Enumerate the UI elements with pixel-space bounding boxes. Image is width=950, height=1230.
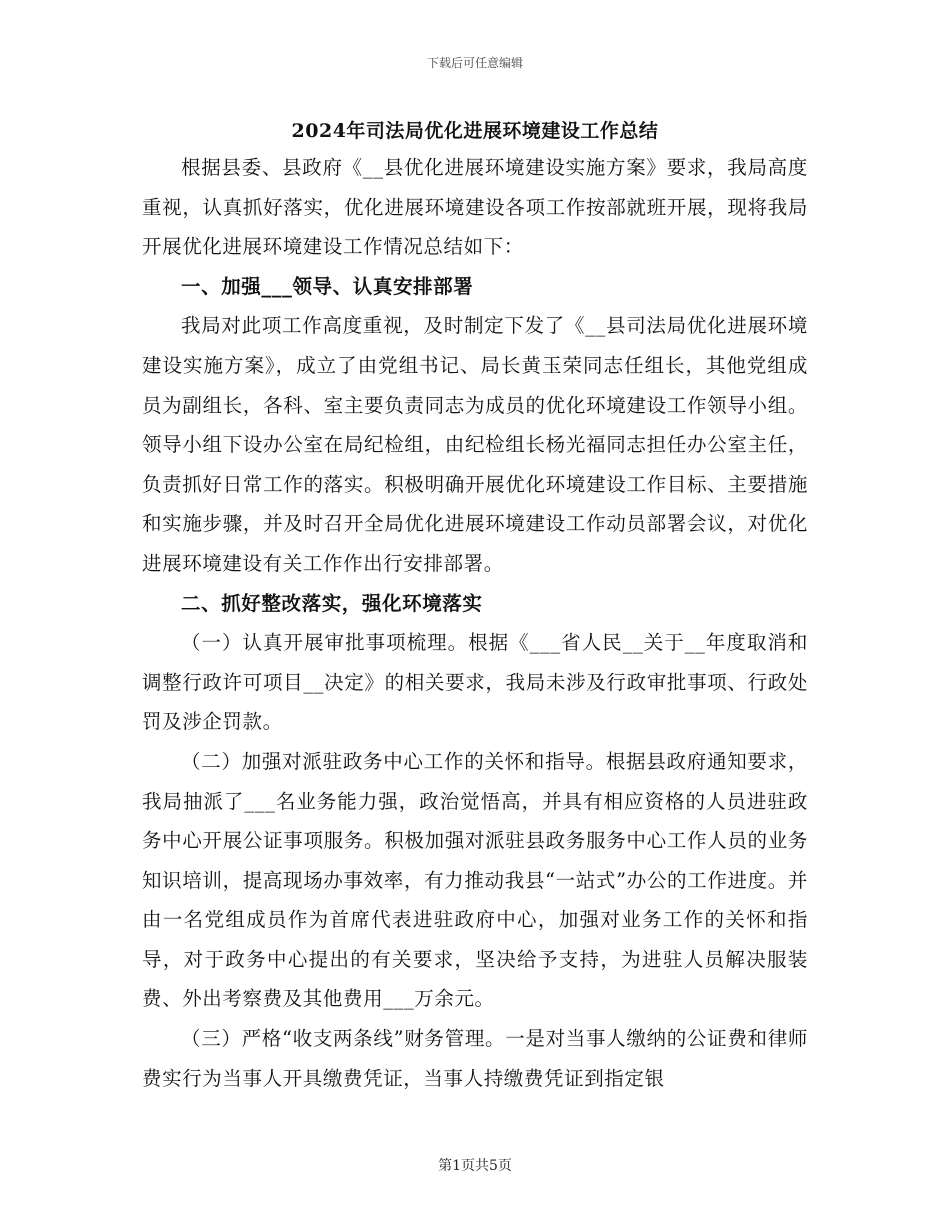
section-1-paragraph: 我局对此项工作高度重视，及时制定下发了《__县司法局优化进展环境建设实施方案》，成立了由党组书记、局长黄玉荣同志任组长，其他党组成员为副组长，各科、室主要负责同志为成员的优化环境建设工作领导小组。领导小组下设办公室在局纪检组，由纪检组长杨光福同志担任办公室主任，负责抓好日常工作的落实。积极明确开展优化环境建设工作目标、主要措施和实施步骤，并及时召开全局优化进展环境建设工作动员部署会议，对优化进展环境建设有关工作作出行安排部署。 <box>142 314 808 575</box>
intro-paragraph: 根据县委、县政府《__县优化进展环境建设实施方案》要求，我局高度重视，认真抓好落实，优化进展环境建设各项工作按部就班开展，现将我局开展优化进展环境建设工作情况总结如下： <box>142 156 808 259</box>
subsection-1-paragraph: （一）认真开展审批事项梳理。根据《___省人民__关于__年度取消和调整行政许可项目__决定》的相关要求，我局未涉及行政审批事项、行政处罚及涉企罚款。 <box>142 631 808 734</box>
page-footer: 第1页共5页 <box>438 1158 512 1174</box>
subsection-2-paragraph: （二）加强对派驻政务中心工作的关怀和指导。根据县政府通知要求，我局抽派了___名业务能力强，政治觉悟高，并具有相应资格的人员进驻政务中心开展公证事项服务。积极加强对派驻县政务服务中心工作人员的业务知识培训，提高现场办事效率，有力推动我县“一站式”办公的工作进度。并由一名党组成员作为首席代表进驻政府中心，加强对业务工作的关怀和指导，对于政务中心提出的有关要求，坚决给予支持，为进驻人员解决服装费、外出考察费及其他费用___万余元。 <box>142 749 808 1011</box>
document-body <box>142 148 808 1098</box>
document-title: 2024年司法局优化进展环境建设工作总结 <box>291 120 659 142</box>
header-note: 下载后可任意编辑 <box>426 56 523 70</box>
subsection-3-paragraph: （三）严格“收支两条线”财务管理。一是对当事人缴纳的公证费和律师费实行为当事人开具缴费凭证，当事人持缴费凭证到指定银 <box>142 1027 808 1090</box>
section-heading-2: 二、抓好整改落实，强化环境落实 <box>181 591 483 615</box>
section-heading-1: 一、加强___领导、认真安排部署 <box>181 274 474 298</box>
